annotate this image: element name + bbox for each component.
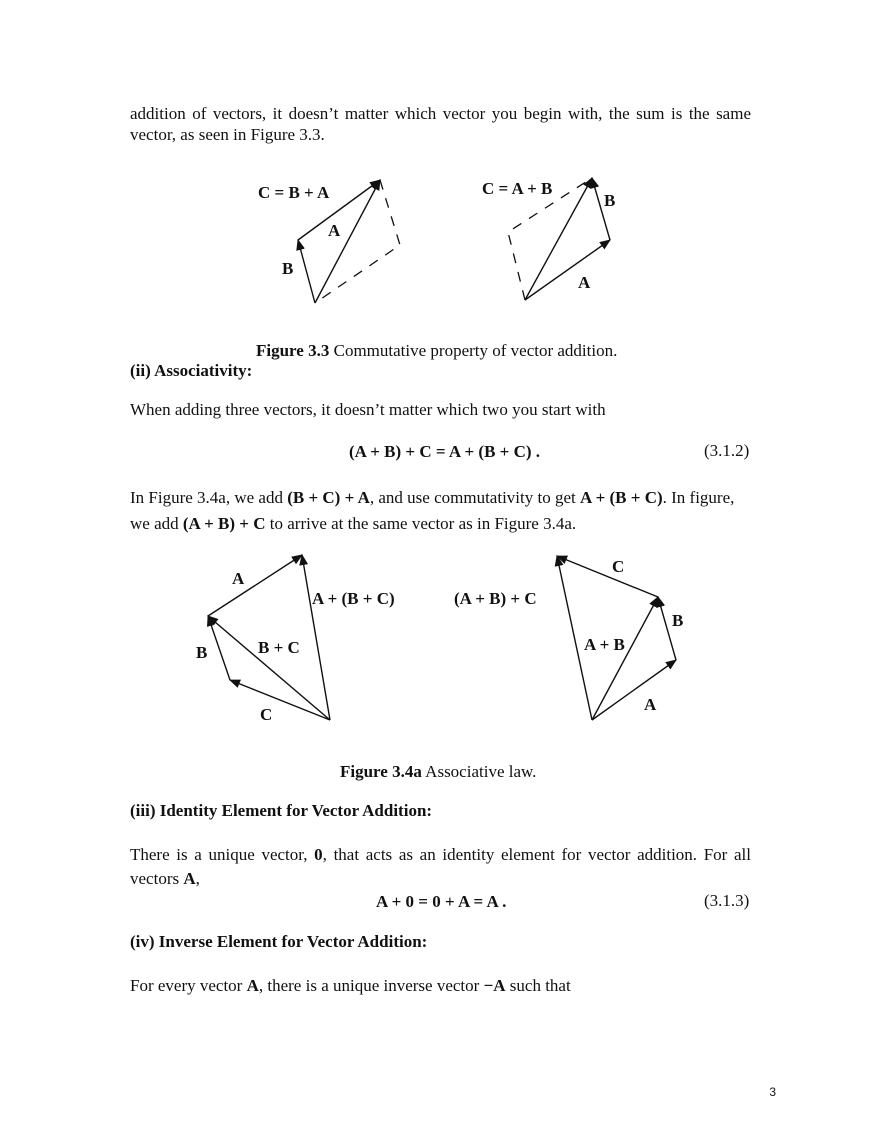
figure-3-4a bbox=[190, 550, 710, 730]
equation-number: (3.1.2) bbox=[704, 441, 750, 460]
page-number: 3 bbox=[769, 1085, 776, 1099]
equation: (A + B) + C = A + (B + C) . bbox=[349, 442, 541, 461]
right-sum-label: C = A + B bbox=[482, 179, 553, 198]
paragraph-line: we add (A + B) + C to arrive at the same vector as in Figure 3.4a. bbox=[130, 514, 577, 533]
label-AB: A + B bbox=[584, 635, 625, 654]
vector-C-left bbox=[230, 680, 330, 720]
figure-caption: Figure 3.3 Commutative property of vector addition. bbox=[256, 341, 618, 360]
label-B: B bbox=[196, 643, 208, 662]
paragraph-line: vector, as seen in Figure 3.3. bbox=[130, 125, 325, 144]
label-B-right: B bbox=[672, 611, 684, 630]
section-heading: (ii) Associativity: bbox=[130, 361, 253, 380]
vector-A-left bbox=[208, 555, 302, 616]
label-B-right: B bbox=[604, 191, 616, 210]
right-sum-label: (A + B) + C bbox=[454, 589, 537, 608]
label-BC: B + C bbox=[258, 638, 300, 657]
label-A-right: A bbox=[578, 273, 591, 292]
label-B: B bbox=[282, 259, 294, 278]
vector-sum-left bbox=[302, 555, 330, 720]
vector-B bbox=[298, 240, 315, 303]
equation: A + 0 = 0 + A = A . bbox=[376, 892, 507, 911]
label-A: A bbox=[328, 221, 341, 240]
label-A-right: A bbox=[644, 695, 657, 714]
left-sum-label: A + (B + C) bbox=[312, 589, 395, 608]
left-sum-label: C = B + A bbox=[258, 183, 330, 202]
section-heading: (iv) Inverse Element for Vector Addition: bbox=[130, 932, 428, 951]
paragraph-line: For every vector A, there is a unique inverse vector −A such that bbox=[130, 976, 571, 995]
vector-A-right bbox=[525, 240, 610, 300]
paragraph-line: addition of vectors, it doesn’t matter which vector you begin with, the sum is the same bbox=[130, 104, 751, 123]
paragraph-line: There is a unique vector, 0, that acts as an identity element for vector addition. For all bbox=[130, 845, 751, 864]
equation-number: (3.1.3) bbox=[704, 891, 750, 910]
vector-A-right bbox=[592, 660, 676, 720]
paragraph-line: vectors A, bbox=[130, 869, 200, 888]
vector-C-right bbox=[557, 556, 658, 597]
figure-3-3 bbox=[240, 170, 640, 320]
paragraph-line: In Figure 3.4a, we add (B + C) + A, and use commutativity to get A + (B + C). In figure, bbox=[130, 488, 735, 507]
figure-caption: Figure 3.4a Associative law. bbox=[340, 762, 537, 781]
label-C-right: C bbox=[612, 557, 625, 576]
label-C: C bbox=[260, 705, 273, 724]
label-A: A bbox=[232, 569, 245, 588]
section-heading: (iii) Identity Element for Vector Addition: bbox=[130, 801, 433, 820]
paragraph-line: When adding three vectors, it doesn’t matter which two you start with bbox=[130, 400, 606, 419]
